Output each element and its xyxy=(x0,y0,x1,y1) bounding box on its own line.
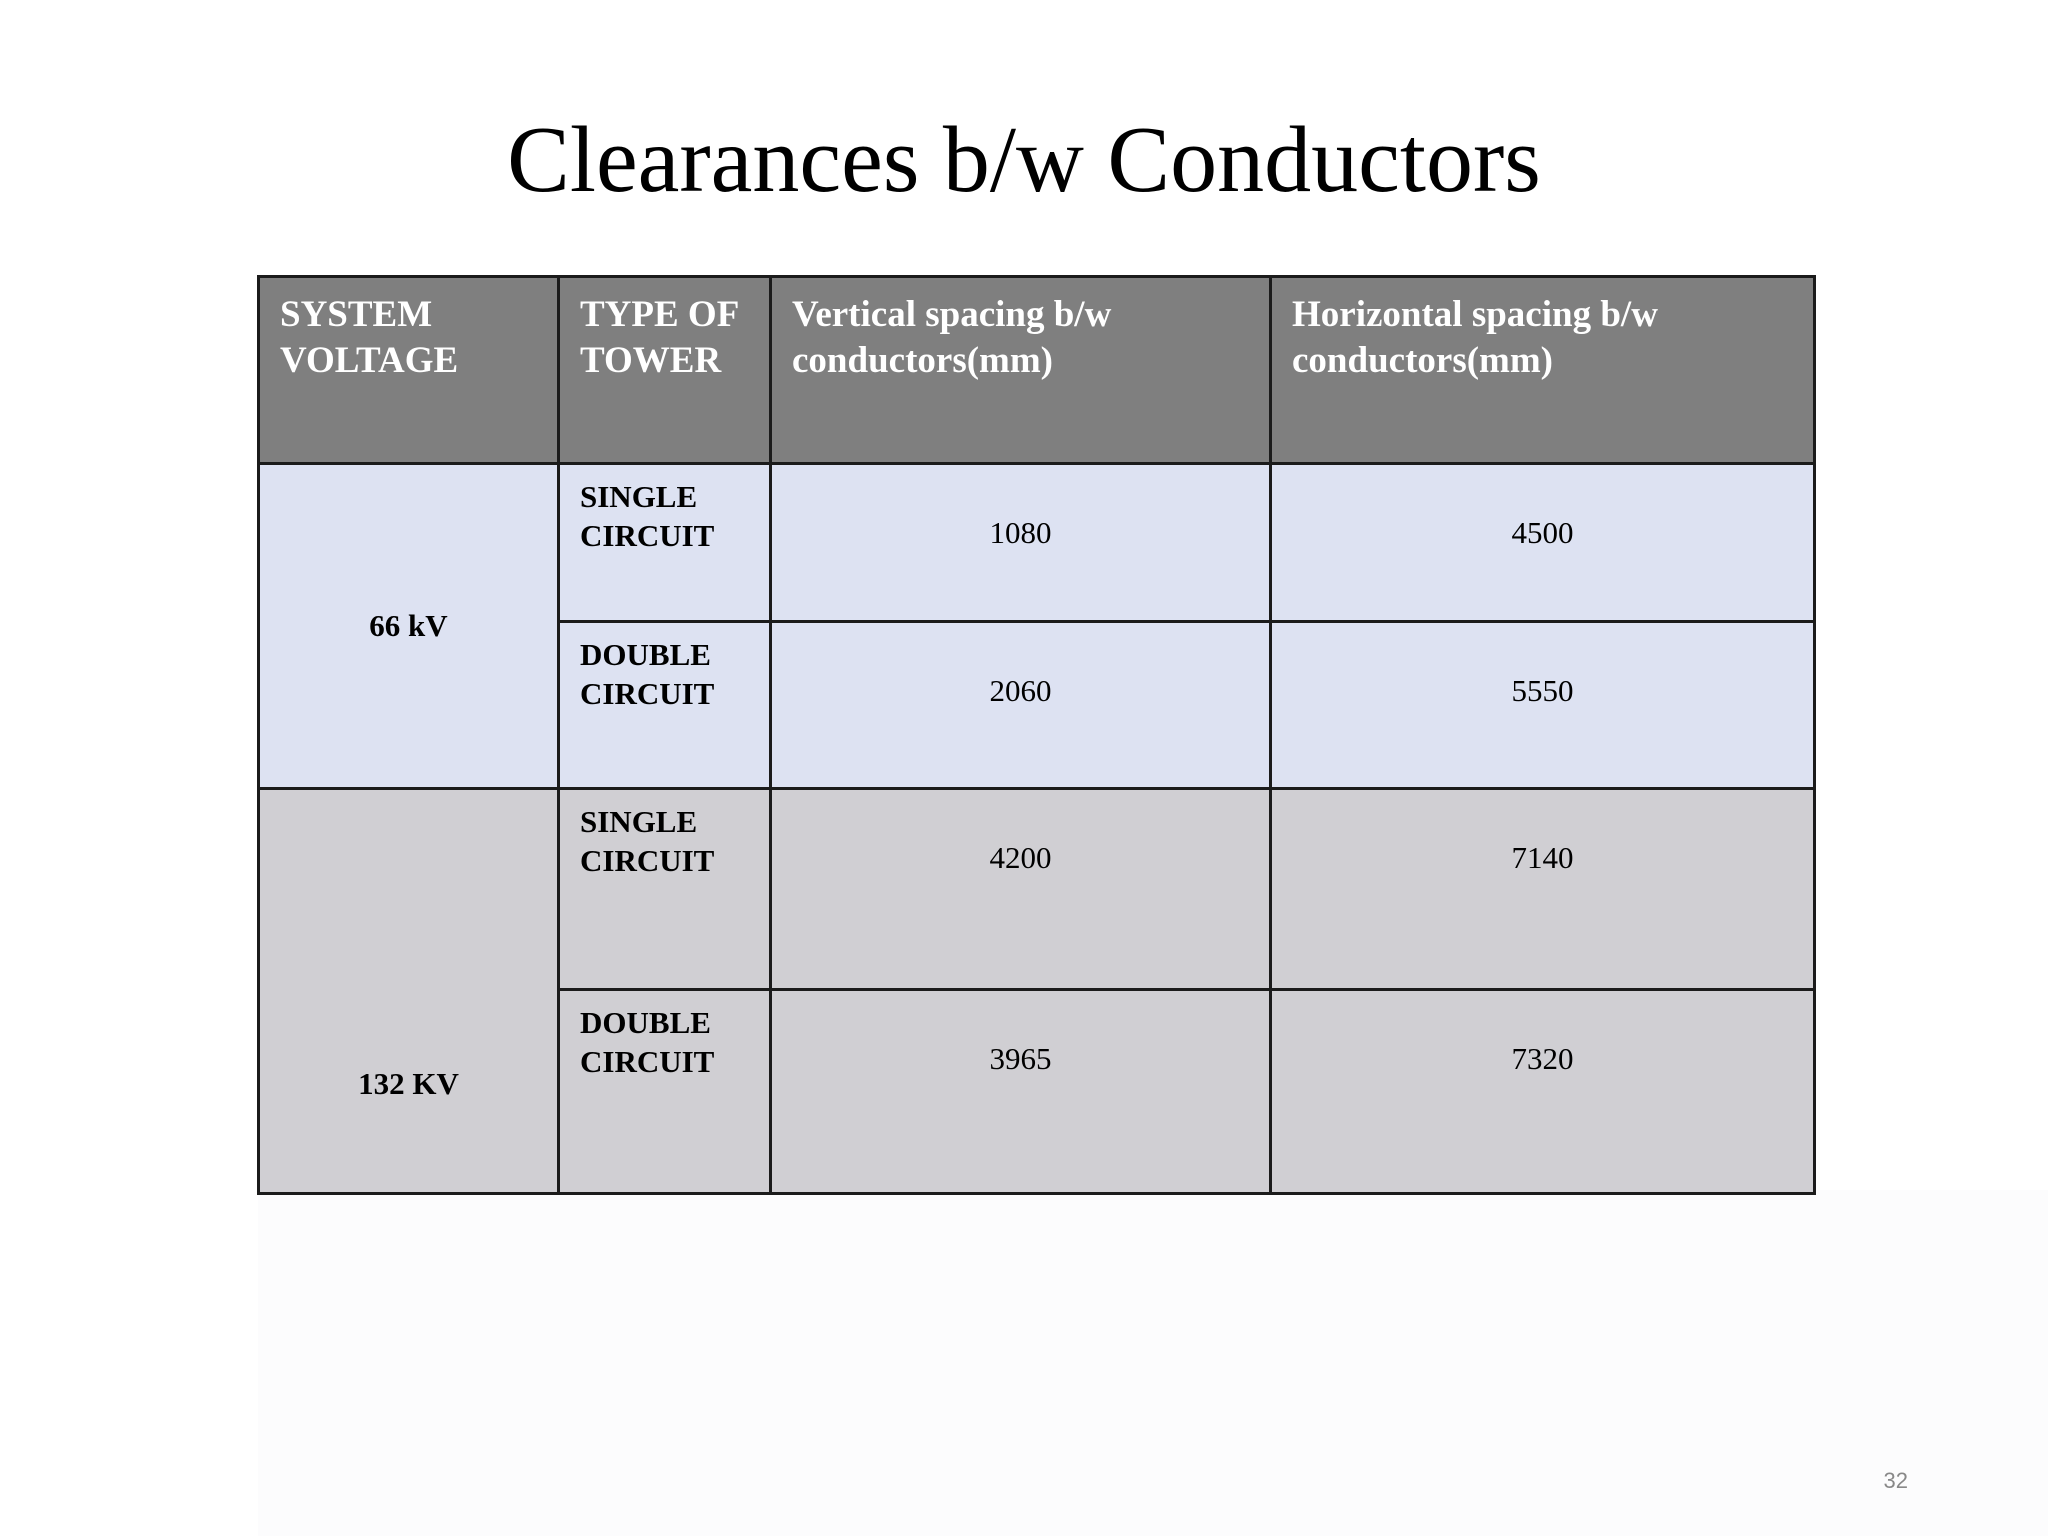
page-number: 32 xyxy=(1883,1468,1908,1493)
slide-title: Clearances b/w Conductors xyxy=(507,108,1541,212)
slide-background-panel xyxy=(258,1190,2048,1536)
vertical-spacing-cell xyxy=(771,990,1271,1194)
tower-type-cell: SINGLE CIRCUIT xyxy=(559,464,771,622)
header-horizontal-spacing: Horizontal spacing b/w conductors(mm) xyxy=(1271,277,1815,464)
vertical-spacing-value: 3965 xyxy=(989,1041,1052,1076)
header-type-of-tower: TYPE OF TOWER xyxy=(559,277,771,464)
voltage-cell-132kv xyxy=(259,789,559,1194)
vertical-spacing-cell xyxy=(771,464,1271,622)
voltage-label: 132 KV xyxy=(358,1066,459,1101)
header-system-voltage: SYSTEM VOLTAGE xyxy=(259,277,559,464)
clearance-table xyxy=(257,275,1816,1195)
voltage-cell-66kv xyxy=(259,464,559,789)
vertical-spacing-value: 1080 xyxy=(989,515,1052,550)
vertical-spacing-cell xyxy=(771,789,1271,990)
tower-type-cell: DOUBLE CIRCUIT xyxy=(559,622,771,789)
horizontal-spacing-cell xyxy=(1271,990,1815,1194)
horizontal-spacing-value: 7320 xyxy=(1511,1041,1574,1076)
horizontal-spacing-value: 7140 xyxy=(1511,840,1574,875)
header-vertical-spacing: Vertical spacing b/w conductors(mm) xyxy=(771,277,1271,464)
horizontal-spacing-value: 5550 xyxy=(1511,673,1574,708)
vertical-spacing-value: 4200 xyxy=(989,840,1052,875)
horizontal-spacing-cell xyxy=(1271,622,1815,789)
vertical-spacing-value: 2060 xyxy=(989,673,1052,708)
table-header-row xyxy=(259,277,1815,464)
voltage-label: 66 kV xyxy=(369,608,448,643)
horizontal-spacing-value: 4500 xyxy=(1511,515,1574,550)
tower-type-cell: DOUBLE CIRCUIT xyxy=(559,990,771,1194)
horizontal-spacing-cell xyxy=(1271,789,1815,990)
tower-type-cell: SINGLE CIRCUIT xyxy=(559,789,771,990)
vertical-spacing-cell xyxy=(771,622,1271,789)
horizontal-spacing-cell xyxy=(1271,464,1815,622)
table-row xyxy=(259,464,1815,622)
table-row xyxy=(259,789,1815,990)
